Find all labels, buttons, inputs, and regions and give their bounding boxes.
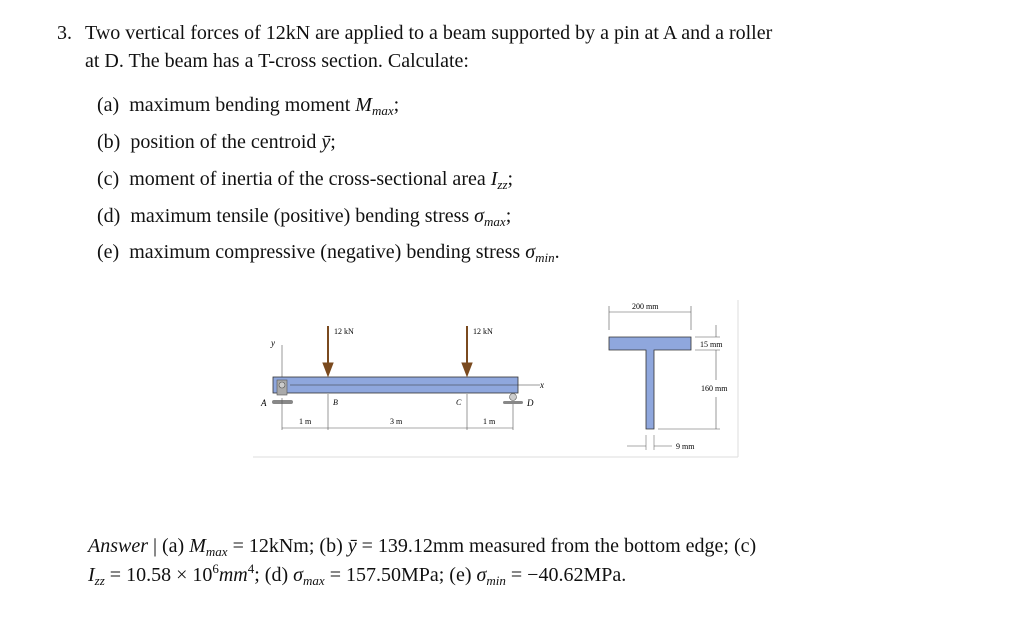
x-axis-label: x [540,380,544,390]
answer-line-2: $I_{zz} = 10.58 \times 10^6mm^4$; (d) $\sigma_{max} = 157.50MPa$; (e) $\sigma_{min} = -40.62MPa$. [88,561,627,588]
part-label: (b) [97,131,121,153]
part-end: ; [507,168,514,190]
part-symbol: σ [474,205,485,227]
answer-c-exponent: 6 [212,561,219,576]
point-d-label: D [527,398,534,408]
point-c-label: C [456,398,462,407]
part-subscript: max [371,103,394,118]
answer-a-value: = 12kNm; [227,535,320,557]
answer-d-label: ; (d) [254,564,294,586]
web-thickness-label: 9 mm [676,442,695,451]
force-1-label: 12 kN [334,327,354,336]
problem-number: 3. [57,22,72,44]
part-symbol: ȳ [321,131,331,153]
span-ab-label: 1 m [299,417,312,426]
part-label: (d) [97,205,121,227]
part-end: ; [393,94,400,116]
ground-icon [503,401,523,404]
part-subscript: zz [497,177,508,192]
flange-width-label: 200 mm [632,302,659,311]
web-height-label: 160 mm [701,384,728,393]
part-text: maximum bending moment [129,94,356,116]
part-text: position of the centroid [130,131,322,153]
answer-line-1: Answer | (a) $M_{max} = 12kNm$; (b) ȳ = 139.12mm measured from the bottom edge; (c) [88,535,757,559]
ground-icon [272,400,293,404]
part-label: (e) [97,241,120,263]
span-bc-label: 3 m [390,417,403,426]
roller-support-icon [510,394,517,401]
part-text: maximum compressive (negative) bending stress [129,241,526,263]
span-cd-label: 1 m [483,417,496,426]
part-subscript: max [484,214,506,229]
answer-e-value: = −40.62MPa. [505,564,627,586]
force-2-label: 12 kN [473,327,493,336]
part-end: ; [505,205,512,227]
answer-d-value: = 157.50MPa; (e) [324,564,477,586]
t-cross-section [609,337,691,429]
part-symbol: I [490,168,498,190]
problem-line-2: at D. The beam has a T-cross section. Calculate: [85,50,469,72]
part-text: maximum tensile (positive) bending stress [130,205,475,227]
point-a-label: A [261,398,267,408]
answer-c-unit: mm [218,564,248,586]
answer-a-label: (a) [162,535,190,557]
answer-b-label: (b) [319,535,348,557]
answer-c-unit-exponent: 4 [247,561,255,576]
part-symbol: M [355,94,372,116]
part-end: . [554,241,560,263]
answer-b-value: = 139.12mm measured from the bottom edge; (c) [356,535,757,557]
answer-label: Answer [88,535,148,557]
part-symbol: σ [525,241,536,263]
flange-thickness-label: 15 mm [700,340,723,349]
part-label: (c) [97,168,120,190]
y-axis-label: y [271,338,275,348]
point-b-label: B [333,398,338,407]
part-subscript: min [535,250,555,265]
part-label: (a) [97,94,120,116]
part-end: ; [330,131,336,153]
answer-c-value: = 10.58 × 10 [104,564,213,586]
problem-line-1: Two vertical forces of 12kN are applied to a beam supported by a pin at A and a roller [85,22,773,44]
part-text: moment of inertia of the cross-sectional area [129,168,491,190]
